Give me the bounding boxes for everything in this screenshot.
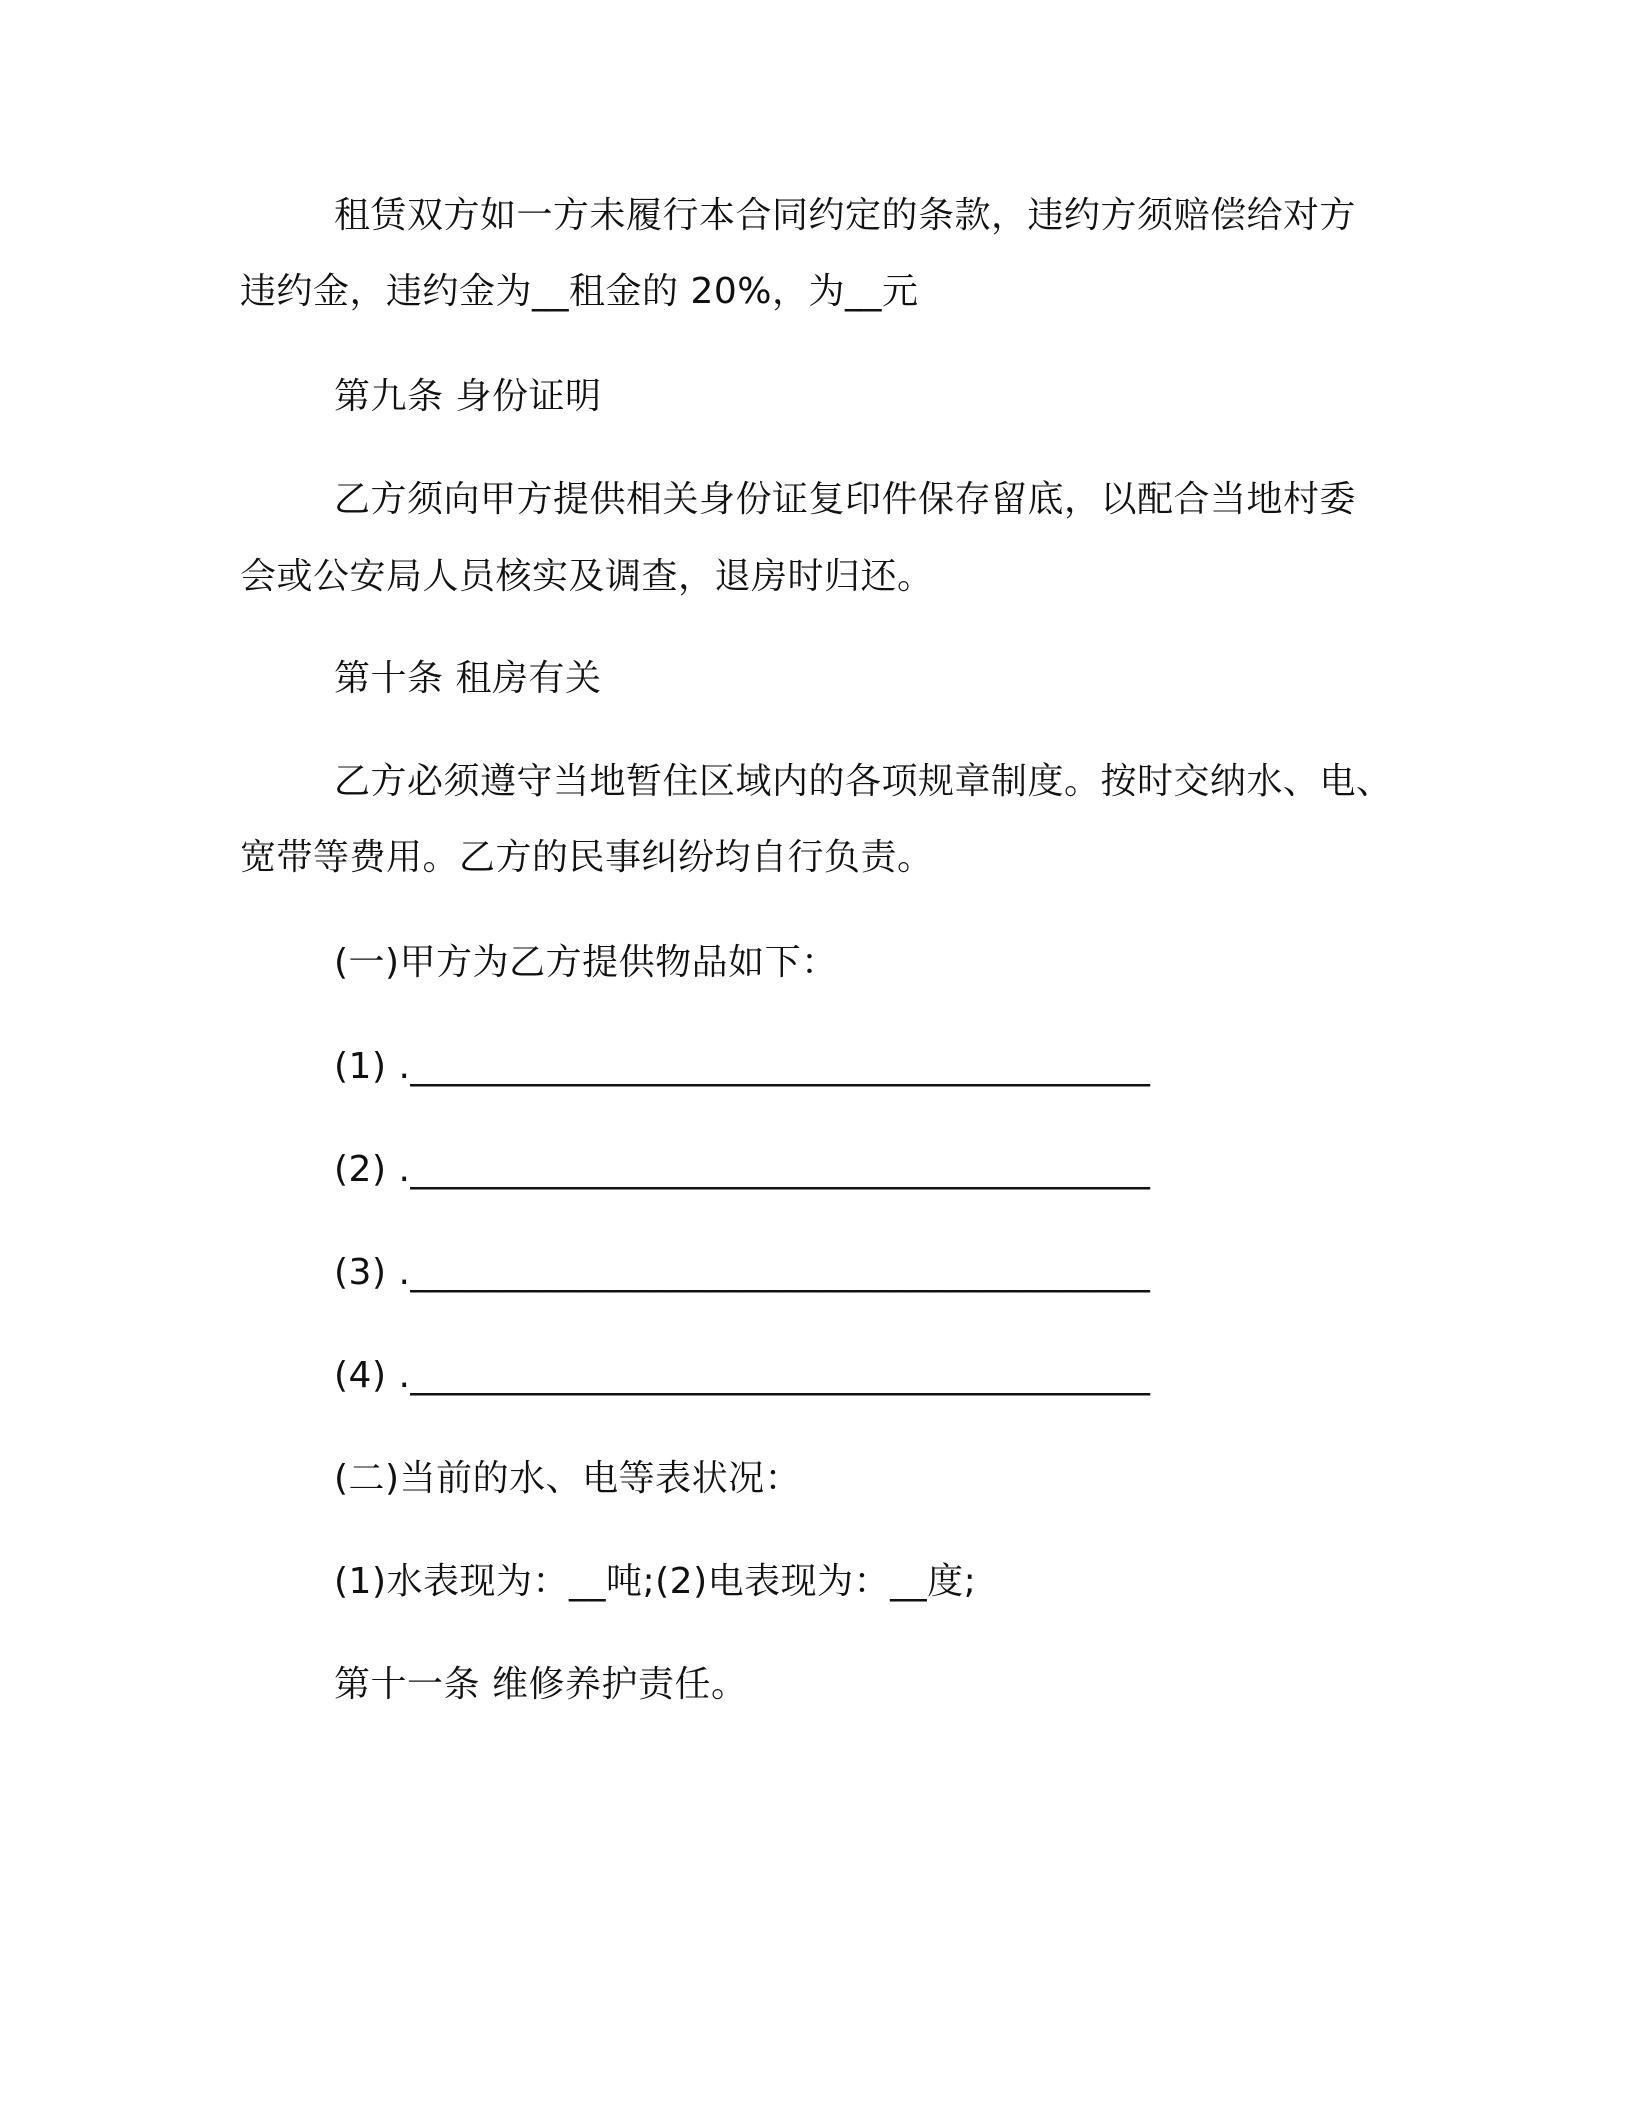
penalty-clause-line-2: 违约金，违约金为__租金的 20%，为__元 (240, 271, 919, 312)
article-11-heading: 第十一条 维修养护责任。 (334, 1664, 748, 1705)
item-blank-4: (4) .________________________________________ (334, 1355, 1151, 1396)
item-blank-1: (1) .________________________________________ (334, 1046, 1151, 1087)
items-provided-heading: (一)甲方为乙方提供物品如下： (334, 942, 838, 983)
penalty-clause-line-1: 租赁双方如一方未履行本合同约定的条款，违约方须赔偿给对方 (334, 195, 1357, 236)
meter-readings: (1)水表现为：__吨;(2)电表现为：__度; (334, 1561, 977, 1602)
id-proof-line-2: 会或公安局人员核实及调查，退房时归还。 (240, 556, 934, 597)
meter-status-heading: (二)当前的水、电等表状况： (334, 1458, 802, 1499)
rental-rules-line-1: 乙方必须遵守当地暂住区域内的各项规章制度。按时交纳水、电、 (334, 761, 1393, 802)
item-blank-3: (3) .________________________________________ (334, 1252, 1151, 1293)
article-9-heading: 第九条 身份证明 (334, 376, 602, 417)
rental-rules-line-2: 宽带等费用。乙方的民事纠纷均自行负责。 (240, 837, 934, 878)
id-proof-line-1: 乙方须向甲方提供相关身份证复印件保存留底，以配合当地村委 (334, 479, 1357, 520)
item-blank-2: (2) .________________________________________ (334, 1149, 1151, 1190)
article-10-heading: 第十条 租房有关 (334, 658, 602, 699)
